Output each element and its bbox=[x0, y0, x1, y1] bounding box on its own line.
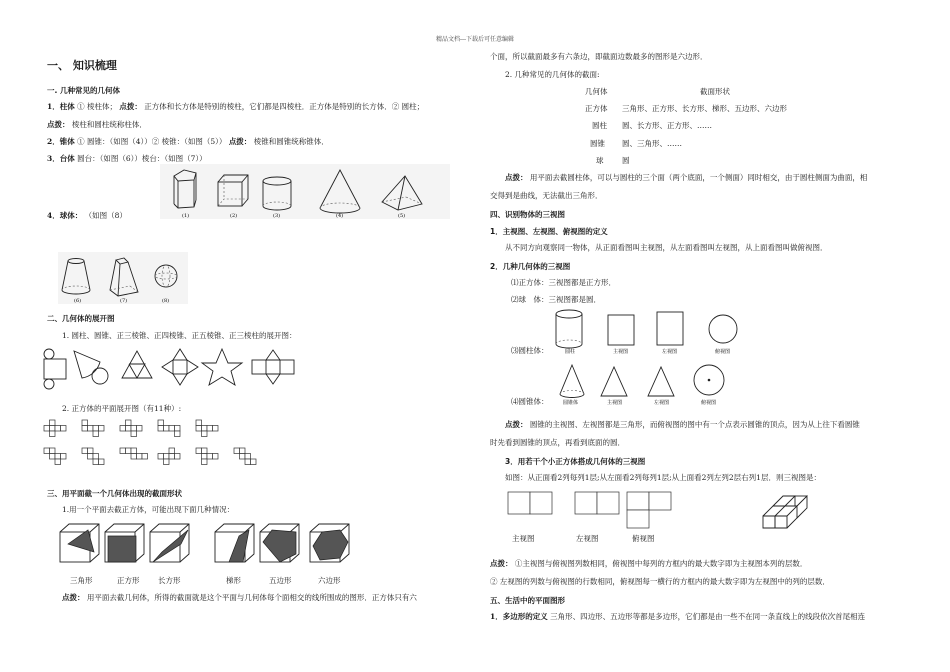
prism-type: ① 棱柱体； bbox=[77, 102, 117, 111]
fig-cap: (8) bbox=[162, 298, 170, 304]
cylinder-tip-cont: 交得到是曲线，无法截出三角形． bbox=[490, 191, 603, 200]
section-tip-cont: 个面，所以截面最多有六条边，即截面边数最多的图形是六边形． bbox=[490, 52, 708, 61]
table-head-shape: 截面形状 bbox=[700, 87, 730, 96]
heading-common-solids: 一. 几种常见的几何体 bbox=[47, 86, 120, 95]
section-tip-text: 用平面去截几何体，所得的截面就是这个平面与几何体每个面相交的线所围成的图形．正方体只有六 bbox=[86, 593, 417, 602]
cube-net-icon bbox=[158, 420, 180, 437]
sphere-line bbox=[47, 211, 127, 221]
cube-section-icon bbox=[310, 524, 349, 562]
cube-section-icon bbox=[60, 524, 99, 562]
tip-label: 点拨： bbox=[490, 559, 513, 568]
cone-views-figure bbox=[555, 362, 745, 408]
tip-label: 点拨： bbox=[505, 173, 528, 182]
heading-cube-stack: 3．用若干个小正方体搭成几何体的三视图 bbox=[505, 457, 646, 466]
apex-dot bbox=[708, 379, 711, 382]
pentagonal-pyramid-net-icon bbox=[202, 349, 242, 385]
view-cap: 俯视图 bbox=[701, 400, 717, 406]
cylinder-tip-text: 用平面去截圆柱体，可以与圆柱的三个面（两个底面，一个侧面）同时相交，由于圆柱侧面为曲面，相 bbox=[529, 173, 868, 182]
frustum-line bbox=[47, 154, 207, 164]
label-frustum: 3．台体 bbox=[47, 154, 75, 163]
side-view-rect bbox=[657, 312, 683, 345]
cube-section-icon bbox=[215, 524, 254, 562]
prism-summary: 棱柱和圆柱统称柱体． bbox=[71, 120, 147, 129]
polygon-def-label: 1．多边形的定义 bbox=[490, 612, 548, 621]
section-label-hexagon: 六边形 bbox=[318, 576, 341, 585]
cube-section-icon bbox=[105, 524, 144, 562]
common-sections-heading: 2. 几种常见的几何体的截面: bbox=[505, 70, 600, 79]
tip-label: 点拨： bbox=[62, 593, 85, 602]
view-cap: 主视图 bbox=[607, 400, 623, 406]
views-tip-1: ①主视图与俯视图列数相同，俯视图中每列的方框内的最大数字即为主视图本列的层数． bbox=[514, 559, 808, 568]
view-label-front: 主视图 bbox=[512, 534, 535, 543]
cone-tip bbox=[505, 420, 860, 430]
nets-figure bbox=[42, 346, 307, 391]
cone-tip-text: 圆锥的主视图、左视图都是三角形，而俯视图的图中有一个点表示圆锥的顶点，因为从上往下看圆锥 bbox=[529, 420, 860, 429]
cube-net-icon bbox=[120, 420, 142, 437]
fig-cap: (6) bbox=[74, 298, 82, 304]
side-view-triangle bbox=[648, 367, 674, 396]
views-tip-2: ② 左视图的列数与俯视图的行数相同，俯视图每一横行的方框内的最大数字即为左视图中的列的层数． bbox=[490, 577, 830, 586]
polygon-def-text: 三角形、四边形、五边形等都是多边形，它们都是由一些不在同一条直线上的线段依次首尾相连 bbox=[550, 612, 866, 621]
label-cone: 2．锥体 bbox=[47, 137, 75, 146]
heading-plane-figures: 五、生活中的平面图形 bbox=[490, 596, 565, 605]
fig-cap: (1) bbox=[182, 213, 190, 219]
solids-figure-1 bbox=[160, 164, 450, 219]
cross-section-desc: 1.用一个平面去截正方体，可能出现下面几种情况： bbox=[62, 505, 235, 514]
label-sphere: 4．球体： bbox=[47, 211, 83, 220]
fig-cap: (2) bbox=[230, 213, 238, 219]
cylinder-icon bbox=[556, 310, 582, 348]
tri-pyramid-net-icon bbox=[122, 351, 152, 378]
table-cell-solid: 圆柱 bbox=[592, 121, 607, 130]
cone-types: ① 圆锥：（如图（4））② 棱锥：（如图（5）） bbox=[77, 137, 227, 146]
cube-views: ⑴正方体：三视图都是正方形． bbox=[511, 278, 616, 287]
prism-tip-line bbox=[47, 120, 147, 130]
section-label-pentagon: 五边形 bbox=[269, 576, 292, 585]
left-view-squares bbox=[575, 492, 619, 514]
heading-view-definitions: 1．主视图、左视图、俯视图的定义 bbox=[490, 227, 608, 236]
polygon-definition bbox=[490, 612, 865, 622]
prism-tip: 正方体和长方体是特别的棱柱，它们都是四棱柱．正方体是特别的长方体．② 圆柱； bbox=[144, 102, 425, 111]
front-view-triangle bbox=[601, 367, 627, 396]
fig-cap: (7) bbox=[120, 298, 128, 304]
cube-net-icon bbox=[234, 448, 256, 465]
cylinder-net-icon bbox=[44, 349, 66, 389]
top-view-squares bbox=[627, 492, 671, 528]
cone-tip-cont: 时先看到圆锥的顶点，再看到底面的圆． bbox=[490, 438, 625, 447]
cube-nets-figure bbox=[44, 420, 254, 470]
heading-cross-sections: 三、用平面截一个几何体出现的截面形状 bbox=[47, 489, 182, 498]
table-cell-solid: 正方体 bbox=[585, 104, 608, 113]
view-cap: 俯视图 bbox=[715, 349, 731, 355]
cone-views-label: ⑷圆锥体： bbox=[511, 397, 549, 406]
cube-net-icon bbox=[158, 448, 180, 465]
cone-net-icon bbox=[74, 351, 108, 384]
sphere-views: ⑵球 体：三视图都是圆． bbox=[511, 295, 601, 304]
nets-desc: 1. 圆柱、圆锥、正三棱锥、正四棱锥、正五棱锥、正三棱柱的展开图： bbox=[62, 331, 297, 340]
sphere-ref: （如图（8） bbox=[84, 211, 127, 220]
cylinder-views-figure bbox=[555, 308, 745, 358]
section-label-trapezoid: 梯形 bbox=[226, 576, 241, 585]
cone-icon bbox=[560, 365, 584, 398]
cone-line bbox=[47, 137, 329, 147]
section-label-triangle: 三角形 bbox=[70, 576, 93, 585]
table-cell-shapes: 三角形、正方形、长方形、梯形、五边形、六边形 bbox=[622, 104, 787, 113]
table-head-solid: 几何体 bbox=[585, 87, 608, 96]
view-label-left: 左视图 bbox=[576, 534, 599, 543]
cube-section-icon bbox=[150, 524, 189, 562]
prism-line bbox=[47, 102, 424, 112]
fig-cap: (4) bbox=[336, 213, 344, 219]
section-label-rectangle: 长方形 bbox=[158, 576, 181, 585]
tri-prism-net-icon bbox=[252, 350, 294, 384]
section-label-square: 正方形 bbox=[117, 576, 140, 585]
cylinder-views-label: ⑶圆柱体： bbox=[511, 346, 549, 355]
cube-nets-desc: 2. 正方体的平面展开图（有11种）: bbox=[62, 404, 182, 413]
front-view-rect bbox=[608, 315, 634, 345]
front-view-squares bbox=[508, 492, 552, 514]
view-label-top: 俯视图 bbox=[632, 534, 655, 543]
cylinder-tip bbox=[505, 173, 867, 183]
cube-section-icon bbox=[260, 524, 299, 562]
stacked-cubes-icon bbox=[763, 496, 807, 528]
solids-figure-2 bbox=[58, 252, 188, 304]
view-cap: 主视图 bbox=[613, 349, 629, 355]
heading-nets: 二、几何体的展开图 bbox=[47, 314, 115, 323]
cube-net-icon bbox=[44, 420, 66, 437]
table-cell-solid: 球 bbox=[596, 156, 604, 165]
cross-sections-figure bbox=[60, 522, 360, 566]
cube-net-icon bbox=[44, 448, 66, 465]
frustum-types: 圆台：（如图（6））棱台：（如图（7）） bbox=[77, 154, 207, 163]
cube-net-icon bbox=[196, 420, 218, 437]
stack-views-figure bbox=[505, 490, 845, 535]
views-tip bbox=[490, 559, 807, 569]
cone-summary: 棱锥和圆锥统称锥体． bbox=[253, 137, 329, 146]
view-cap: 圆柱 bbox=[565, 349, 576, 355]
section-tip bbox=[62, 593, 417, 603]
table-cell-solid: 圆锥 bbox=[590, 139, 605, 148]
view-cap: 左视图 bbox=[662, 349, 678, 355]
cube-net-icon bbox=[196, 448, 218, 465]
view-cap: 左视图 bbox=[654, 400, 670, 406]
tip-label: 点拨： bbox=[119, 102, 142, 111]
tip-label: 点拨： bbox=[228, 137, 252, 146]
view-definitions: 从不同方向观察同一物体，从正面看图叫主视图，从左面看图叫左视图，从上面看图叫做俯视图． bbox=[505, 243, 828, 252]
top-view-circle bbox=[709, 315, 737, 343]
cube-net-icon bbox=[120, 448, 148, 459]
heading-solid-views: 2．几种几何体的三视图 bbox=[490, 262, 571, 271]
cube-net-icon bbox=[82, 420, 104, 437]
cube-stack-desc: 如图：从正面看2列每列1层;从左面看2列每列1层;从上面看2列左列2层右列1层．则三视图是： bbox=[505, 473, 821, 482]
table-cell-shapes: 圆、长方形、正方形、…… bbox=[622, 121, 712, 130]
tip-label: 点拨： bbox=[505, 420, 528, 429]
section-title: 一、 知识梳理 bbox=[47, 59, 117, 72]
cube-net-icon bbox=[82, 448, 104, 465]
label-prism: 1．柱体 bbox=[47, 102, 75, 111]
view-cap: 圆锥体 bbox=[563, 400, 579, 406]
fig-cap: (5) bbox=[398, 213, 406, 219]
tip-label: 点拨： bbox=[47, 120, 70, 129]
table-cell-shapes: 圆、三角形、…… bbox=[622, 139, 682, 148]
heading-three-views: 四、识别物体的三视图 bbox=[490, 210, 565, 219]
page-header: 精品文档---下载后可任意编辑 bbox=[435, 36, 515, 43]
table-cell-shapes: 圆 bbox=[622, 156, 630, 165]
square-pyramid-net-icon bbox=[162, 349, 198, 385]
fig-cap: (3) bbox=[273, 213, 281, 219]
